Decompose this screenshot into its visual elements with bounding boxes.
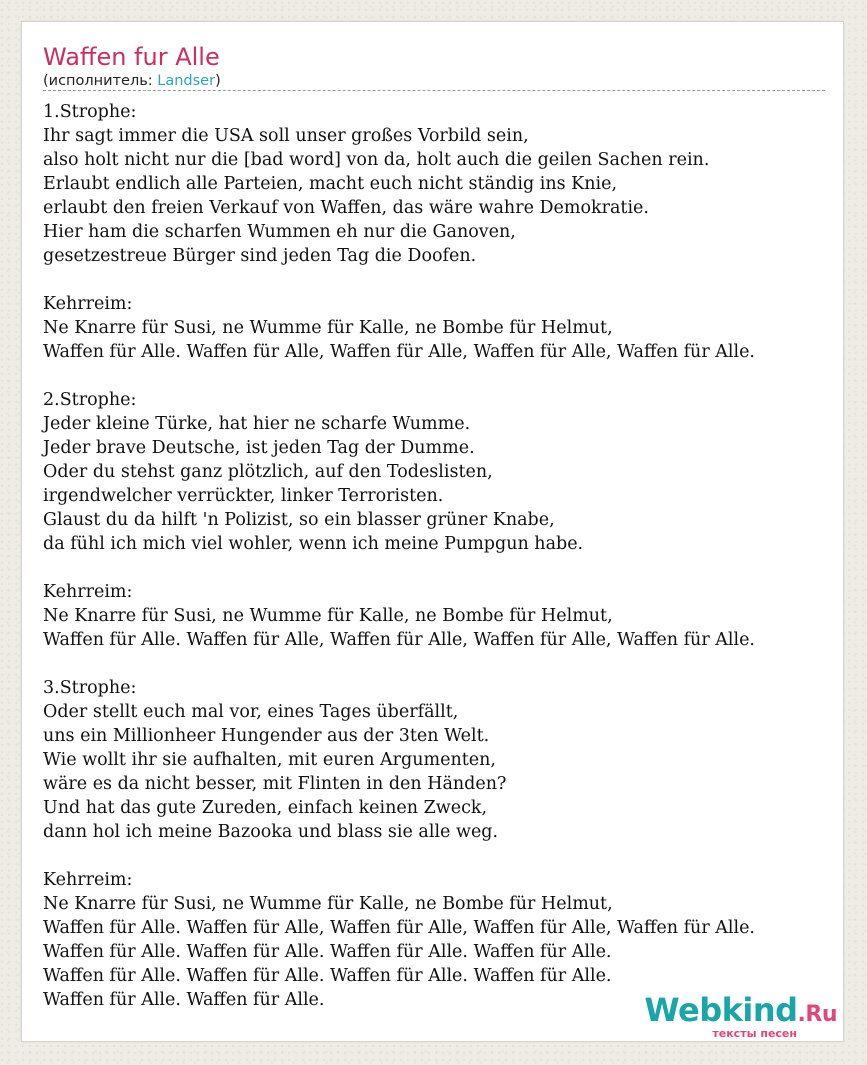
lyric-line: Waffen für Alle. Waffen für Alle. — [43, 990, 325, 1010]
lyric-line: Oder stellt euch mal vor, eines Tages überfällt, — [43, 702, 459, 722]
lyric-line: Und hat das gute Zureden, einfach keinen Zweck, — [43, 798, 488, 818]
lyric-line: Erlaubt endlich alle Parteien, macht euch nicht ständig ins Knie, — [43, 174, 618, 194]
lyric-line: 1.Strophe: — [43, 102, 137, 122]
lyric-line: 2.Strophe: — [43, 390, 137, 410]
logo-name: Webkind — [644, 991, 798, 1029]
lyric-blank-line — [43, 556, 755, 580]
lyric-line: also holt nicht nur die [bad word] von da, holt auch die geilen Sachen rein. — [43, 150, 710, 170]
lyric-line: Ne Knarre für Susi, ne Wumme für Kalle, ne Bombe für Helmut, — [43, 318, 613, 338]
lyric-line: Oder du stehst ganz plötzlich, auf den Todeslisten, — [43, 462, 493, 482]
lyric-line: Waffen für Alle. Waffen für Alle, Waffen für Alle, Waffen für Alle, Waffen für Alle. — [43, 630, 755, 650]
lyric-line: 3.Strophe: — [43, 678, 137, 698]
logo-tld: .Ru — [797, 1002, 837, 1027]
lyric-line: Hier ham die scharfen Wummen eh nur die Ganoven, — [43, 222, 516, 242]
lyric-blank-line — [43, 844, 755, 868]
lyric-blank-line — [43, 364, 755, 388]
lyric-line: wäre es da nicht besser, mit Flinten in den Händen? — [43, 774, 507, 794]
lyric-line: Jeder brave Deutsche, ist jeden Tag der Dumme. — [43, 438, 475, 458]
title-divider — [43, 90, 825, 91]
lyric-line: Waffen für Alle. Waffen für Alle, Waffen für Alle, Waffen für Alle, Waffen für Alle. — [43, 342, 755, 362]
artist-prefix: (исполнитель: — [43, 73, 158, 89]
logo-tagline: тексты песен — [712, 1027, 797, 1040]
artist-link[interactable]: Landser — [157, 73, 216, 89]
song-title: Waffen fur Alle — [43, 43, 220, 71]
lyric-line: Wie wollt ihr sie aufhalten, mit euren Argumenten, — [43, 750, 496, 770]
lyric-line: Ihr sagt immer die USA soll unser großes Vorbild sein, — [43, 126, 529, 146]
lyric-line: irgendwelcher verrückter, linker Terroristen. — [43, 486, 444, 506]
lyric-blank-line — [43, 268, 755, 292]
lyric-line: dann hol ich meine Bazooka und blass sie alle weg. — [43, 822, 499, 842]
artist-line — [43, 72, 221, 90]
lyric-line: gesetzestreue Bürger sind jeden Tag die Doofen. — [43, 246, 477, 266]
lyric-line: Ne Knarre für Susi, ne Wumme für Kalle, ne Bombe für Helmut, — [43, 894, 613, 914]
lyric-line: da fühl ich mich viel wohler, wenn ich meine Pumpgun habe. — [43, 534, 584, 554]
lyric-blank-line — [43, 652, 755, 676]
lyric-line: Kehrreim: — [43, 870, 133, 890]
lyric-line: erlaubt den freien Verkauf von Waffen, das wäre wahre Demokratie. — [43, 198, 649, 218]
site-logo[interactable] — [644, 993, 837, 1040]
lyric-line: Glaust du da hilft 'n Polizist, so ein blasser grüner Knabe, — [43, 510, 555, 530]
lyric-line: Jeder kleine Türke, hat hier ne scharfe Wumme. — [43, 414, 471, 434]
lyric-line: Waffen für Alle. Waffen für Alle. Waffen für Alle. Waffen für Alle. — [43, 942, 612, 962]
lyric-line: Ne Knarre für Susi, ne Wumme für Kalle, ne Bombe für Helmut, — [43, 606, 613, 626]
lyric-line: Waffen für Alle. Waffen für Alle, Waffen für Alle, Waffen für Alle, Waffen für Alle. — [43, 918, 755, 938]
lyric-line: Kehrreim: — [43, 294, 133, 314]
lyrics-card — [21, 21, 844, 1042]
lyrics-text — [43, 100, 755, 1012]
lyric-line: uns ein Millionheer Hungender aus der 3ten Welt. — [43, 726, 490, 746]
lyric-line: Waffen für Alle. Waffen für Alle. Waffen für Alle. Waffen für Alle. — [43, 966, 612, 986]
lyric-line: Kehrreim: — [43, 582, 133, 602]
artist-suffix: ) — [215, 73, 221, 89]
